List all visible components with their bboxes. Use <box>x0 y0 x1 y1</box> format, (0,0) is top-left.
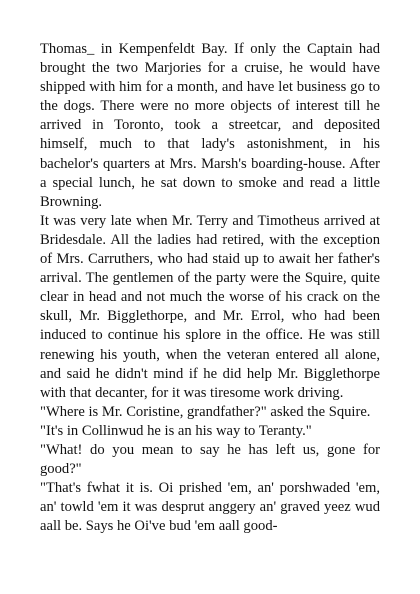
paragraph-3: "Where is Mr. Coristine, grandfather?" asked the Squire. <box>40 403 371 420</box>
paragraph-6: "That's fwhat it is. Oi prished 'em, an' porshwaded 'em, an' towld 'em it was desprut anggery an' graved yeez wud aall be. Says he Oi've bud 'em aall good- <box>40 480 380 535</box>
paragraph-2: It was very late when Mr. Terry and Timotheus arrived at Bridesdale. All the ladies had retired, with the exception of Mrs. Carruthers, who had staid up to await her father's arrival. The gentlemen of the party were the Squire, quite clear in head and not much the worse of his crack on the skull, Mr. Bigglethorpe, and Mr. Errol, who had been induced to continue his splore in the office. He was still renewing his youth, when the veteran entered all alone, and said he didn't mind if he did help Mr. Bigglethorpe with that decanter, for it was tiresome work driving. <box>40 212 380 401</box>
page-body <box>40 40 380 536</box>
paragraph-1: Thomas_ in Kempenfeldt Bay. If only the Captain had brought the two Marjories for a cruise, he would have shipped with him for a month, and have let business go to the dogs. There were no more objects of interest till he arrived in Toronto, took a streetcar, and deposited himself, much to that lady's astonishment, in his bachelor's quarters at Mrs. Marsh's boarding-house. After a special lunch, he sat down to smoke and read a little Browning. <box>40 41 380 210</box>
paragraph-5: "What! do you mean to say he has left us, gone for good?" <box>40 441 380 478</box>
paragraph-4: "It's in Collinwud he is an his way to Teranty." <box>40 422 312 439</box>
